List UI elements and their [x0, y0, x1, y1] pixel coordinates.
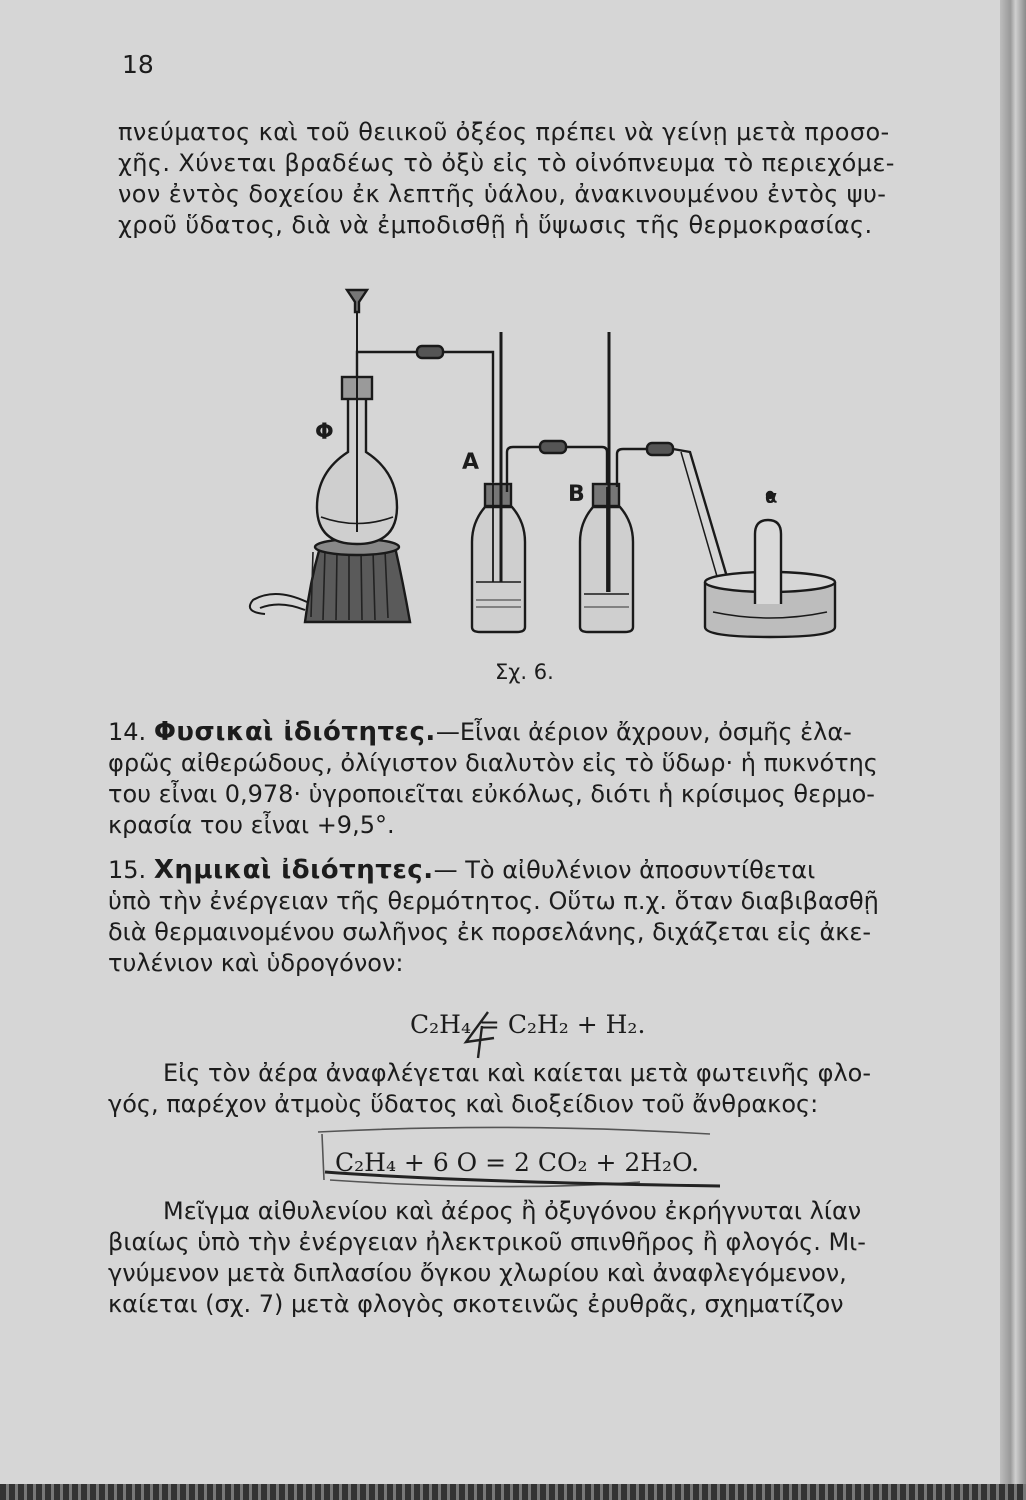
equation-decomposition: C₂H₄ = C₂H₂ + H₂. — [410, 1010, 646, 1039]
section-heading: Χημικαὶ ἰδιότητες. — [153, 855, 434, 885]
burner-base — [250, 539, 410, 622]
intro-paragraph — [118, 117, 958, 241]
apparatus-drawing — [235, 282, 840, 647]
intro-line: χροῦ ὕδατος, διὰ νὰ ἐμποδισθῇ ἡ ὕψωσις τῆς θερμοκρασίας. — [118, 211, 873, 239]
pencil-mark — [458, 1008, 498, 1060]
apparatus-figure — [235, 282, 840, 647]
page-bottom-edge — [0, 1484, 1026, 1500]
label-b: Β — [568, 482, 585, 507]
paragraph-line: γός, παρέχον ἀτμοὺς ὕδατος καὶ διοξείδιον τοῦ ἄνθρακος: — [108, 1090, 819, 1118]
section-line: κρασία του εἶναι +9,5°. — [108, 811, 395, 839]
paragraph-combustion — [108, 1058, 958, 1120]
section-15 — [108, 855, 958, 979]
paragraph-line: καίεται (σχ. 7) μετὰ φλογὸς σκοτεινῶς ἐρυθρᾶς, σχηματίζον — [108, 1290, 844, 1318]
label-alpha: α — [765, 487, 778, 508]
section-line: του εἶναι 0,978· ὑγροποιεῖται εὐκόλως, διότι ἡ κρίσιμος θερμο- — [108, 780, 875, 808]
paragraph-mixture — [108, 1196, 958, 1320]
intro-line: πνεύματος καὶ τοῦ θειικοῦ ὀξέος πρέπει νὰ γείνῃ μετὰ προσο- — [118, 118, 890, 146]
section-number: 14. — [108, 718, 147, 746]
page-number: 18 — [122, 50, 154, 79]
pencil-box-mark — [310, 1120, 730, 1200]
paragraph-line: γνύμενον μετὰ διπλασίου ὄγκου χλωρίου καὶ ἀναφλεγόμενον, — [108, 1259, 847, 1287]
flask-phi — [317, 290, 501, 544]
section-line: διὰ θερμαινομένου σωλῆνος ἐκ πορσελάνης, διχάζεται εἰς ἀκε- — [108, 918, 872, 946]
section-line: τυλένιον καὶ ὑδρογόνον: — [108, 949, 404, 977]
label-a: Α — [462, 450, 480, 475]
section-14 — [108, 717, 958, 841]
paragraph-line: βιαίως ὑπὸ τὴν ἐνέργειαν ἠλεκτρικοῦ σπινθῆρος ἢ φλογός. Μι- — [108, 1228, 866, 1256]
section-number: 15. — [108, 856, 147, 884]
section-heading: Φυσικαὶ ἰδιότητες. — [153, 717, 436, 747]
label-phi: Φ — [315, 420, 334, 445]
equation-combustion: C₂H₄ + 6 O = 2 CO₂ + 2H₂O. — [335, 1148, 700, 1177]
section-first-line: — Τὸ αἰθυλένιον ἀποσυντίθεται — [433, 856, 816, 884]
intro-line: νον ἐντὸς δοχείου ἐκ λεπτῆς ὑάλου, ἀνακινουμένου ἐντὸς ψυ- — [118, 180, 887, 208]
intro-line: χῆς. Χύνεται βραδέως τὸ ὀξὺ εἰς τὸ οἰνόπνευμα τὸ περιεχόμε- — [118, 149, 895, 177]
section-first-line: —Εἶναι ἀέριον ἄχρουν, ὀσμῆς ἐλα- — [435, 718, 852, 746]
paragraph-line: Μεῖγμα αἰθυλενίου καὶ ἀέρος ἢ ὀξυγόνου ἐκρήγνυται λίαν — [163, 1197, 862, 1225]
figure-caption: Σχ. 6. — [495, 660, 554, 684]
paragraph-line: Εἰς τὸν ἀέρα ἀναφλέγεται καὶ καίεται μετὰ φωτεινῆς φλο- — [163, 1059, 872, 1087]
section-line: ὑπὸ τὴν ἐνέργειαν τῆς θερμότητος. Οὕτω π.χ. ὅταν διαβιβασθῇ — [108, 887, 879, 915]
page-edge-shadow — [1000, 0, 1026, 1500]
section-line: φρῶς αἰθερώδους, ὀλίγιστον διαλυτὸν εἰς τὸ ὕδωρ· ἡ πυκνότης — [108, 749, 878, 777]
